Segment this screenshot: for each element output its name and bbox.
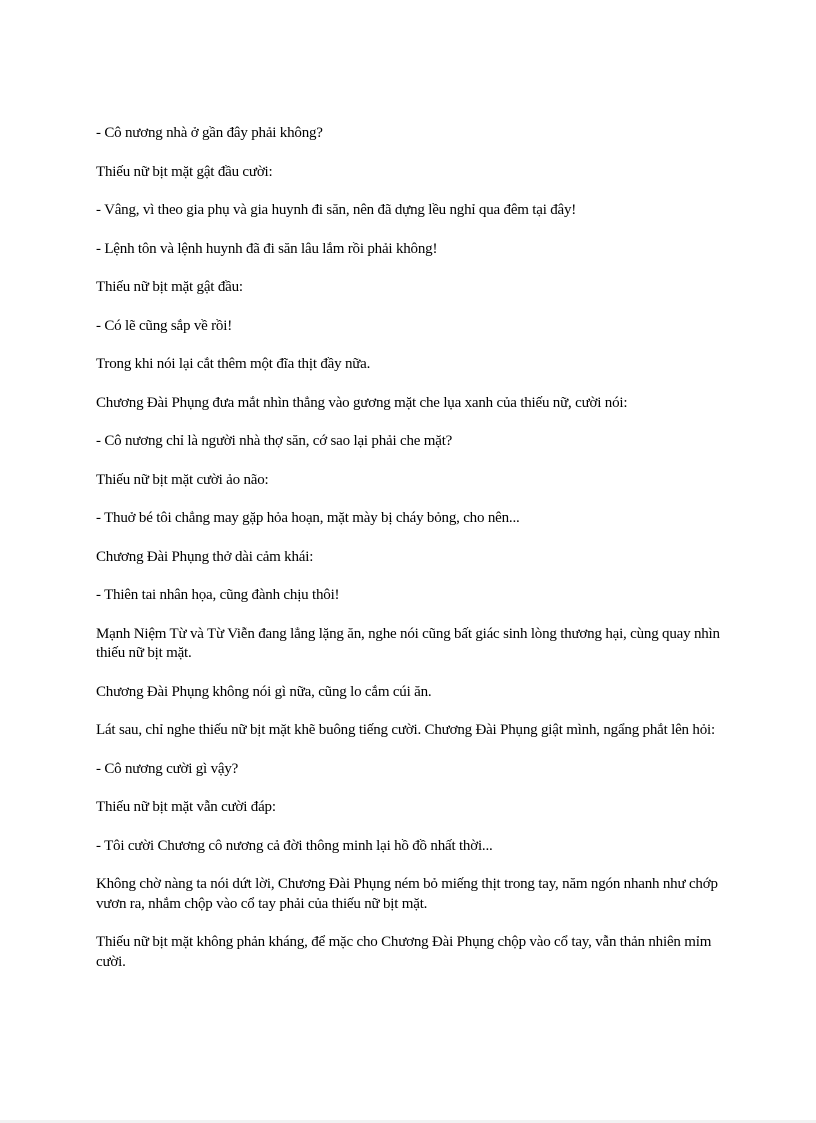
paragraph: Thiếu nữ bịt mặt gật đầu: [96, 279, 243, 295]
paragraph: Thiếu nữ bịt mặt không phản kháng, để mặc cho Chương Đài Phụng chộp vào cổ tay, vẫn thản nhiên mỉm cười. [96, 934, 712, 970]
paragraph: Không chờ nàng ta nói dứt lời, Chương Đài Phụng ném bỏ miếng thịt trong tay, năm ngón nhanh như chớp vươn ra, nhắm chộp vào cổ tay phải của thiếu nữ bịt mặt. [96, 876, 718, 912]
paragraph: - Vâng, vì theo gia phụ và gia huynh đi săn, nên đã dựng lều nghỉ qua đêm tại đây! [96, 202, 577, 218]
paragraph: Chương Đài Phụng đưa mắt nhìn thẳng vào gương mặt che lụa xanh của thiếu nữ, cười nói: [96, 394, 628, 411]
paragraph: Lát sau, chỉ nghe thiếu nữ bịt mặt khẽ buông tiếng cười. Chương Đài Phụng giật mình, ngẩng phắt lên hỏi: [96, 722, 715, 738]
paragraph: Thiếu nữ bịt mặt gật đầu cười: [96, 163, 273, 180]
document-body [96, 124, 722, 991]
paragraph: - Cô nương chỉ là người nhà thợ săn, cớ sao lại phải che mặt? [96, 433, 453, 449]
paragraph: - Có lẽ cũng sắp về rồi! [96, 317, 232, 334]
paragraph: Chương Đài Phụng thở dài cảm khái: [96, 548, 314, 565]
paragraph: - Cô nương cười gì vậy? [96, 760, 239, 777]
paragraph: - Lệnh tôn và lệnh huynh đã đi săn lâu lắm rồi phải không! [96, 240, 438, 257]
paragraph: Thiếu nữ bịt mặt cười ảo não: [96, 471, 269, 488]
paragraph: Thiếu nữ bịt mặt vẫn cười đáp: [96, 799, 276, 815]
paragraph: Trong khi nói lại cắt thêm một đĩa thịt đầy nữa. [96, 356, 371, 372]
paragraph: - Thiên tai nhân họa, cũng đành chịu thôi! [96, 587, 340, 603]
paragraph: Chương Đài Phụng không nói gì nữa, cũng lo cắm cúi ăn. [96, 683, 432, 700]
paragraph: - Tôi cười Chương cô nương cả đời thông minh lại hồ đồ nhất thời... [96, 837, 493, 854]
paragraph: Mạnh Niệm Từ và Từ Viễn đang lẳng lặng ăn, nghe nói cũng bất giác sinh lòng thương hại, cùng quay nhìn thiếu nữ bịt mặt. [96, 625, 720, 661]
paragraph: - Cô nương nhà ở gần đây phải không? [96, 125, 323, 141]
paragraph: - Thuở bé tôi chẳng may gặp hỏa hoạn, mặt mày bị cháy bỏng, cho nên... [96, 510, 520, 526]
